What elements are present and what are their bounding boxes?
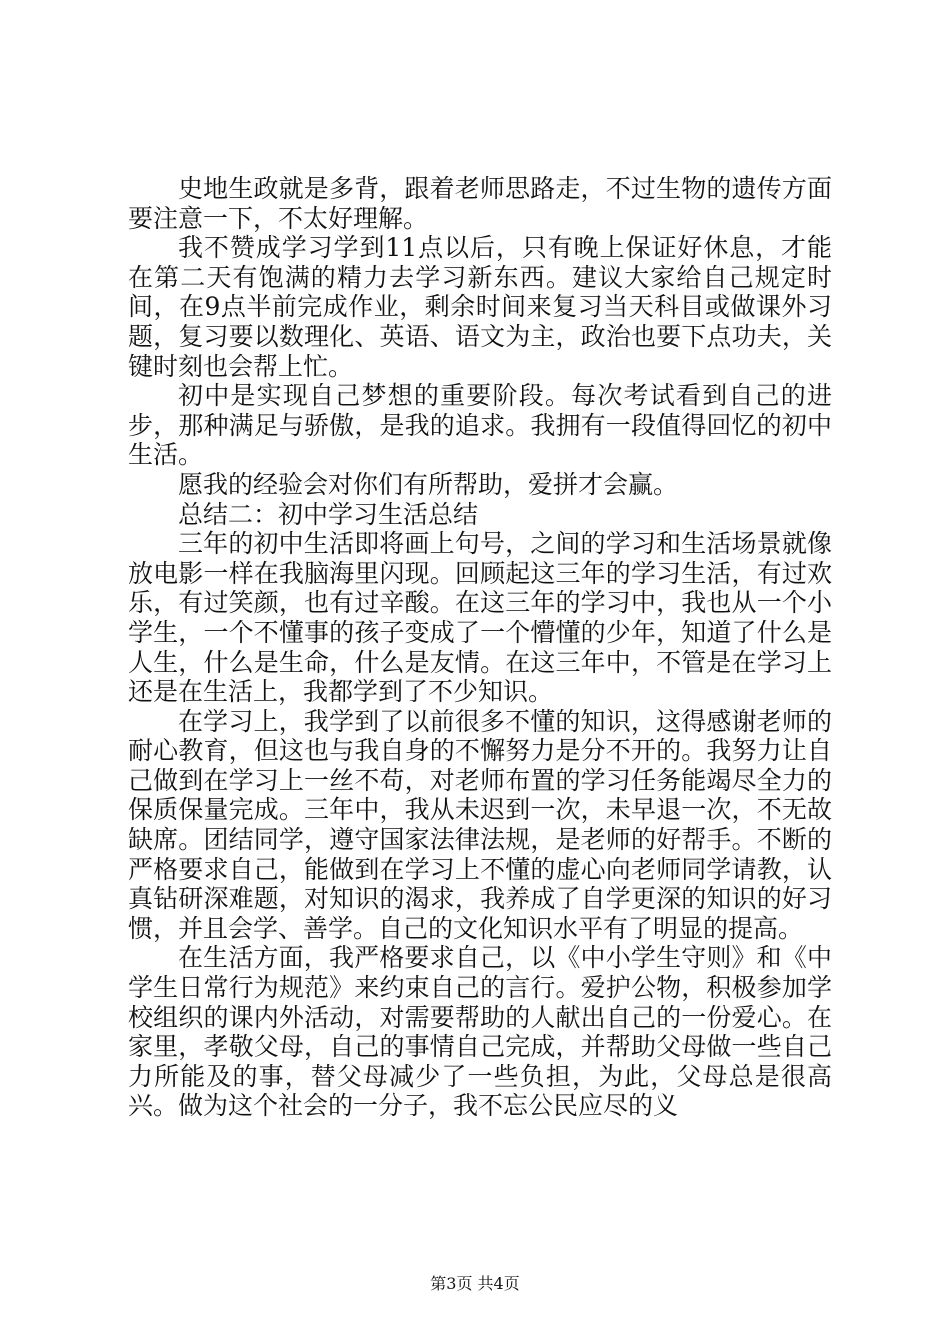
page-footer: 第3页 共4页 — [430, 1274, 520, 1293]
document-body — [128, 174, 832, 1121]
paragraph: 初中是实现自己梦想的重要阶段。每次考试看到自己的进步，那种满足与骄傲，是我的追求。我拥有一段值得回忆的初中生活。 — [128, 381, 832, 470]
section-heading: 总结二：初中学习生活总结 — [178, 499, 479, 529]
paragraph: 三年的初中生活即将画上句号，之间的学习和生活场景就像放电影一样在我脑海里闪现。回顾起这三年的学习生活，有过欢乐，有过笑颜，也有过辛酸。在这三年的学习中，我也从一个小学生，一个不懂事的孩子变成了一个懵懂的少年，知道了什么是人生，什么是生命，什么是友情。在这三年中，不管是在学习上还是在生活上，我都学到了不少知识。 — [128, 529, 832, 707]
paragraph: 我不赞成学习学到11点以后，只有晚上保证好休息，才能在第二天有饱满的精力去学习新东西。建议大家给自己规定时间，在9点半前完成作业，剩余时间来复习当天科目或做课外习题，复习要以数理化、英语、语文为主，政治也要下点功夫，关键时刻也会帮上忙。 — [128, 233, 832, 381]
paragraph: 史地生政就是多背，跟着老师思路走，不过生物的遗传方面要注意一下，不太好理解。 — [128, 174, 832, 233]
paragraph: 在生活方面，我严格要求自己，以《中小学生守则》和《中学生日常行为规范》来约束自己的言行。爱护公物，积极参加学校组织的课内外活动，对需要帮助的人献出自己的一份爱心。在家里，孝敬父母，自己的事情自己完成，并帮助父母做一些自己力所能及的事，替父母减少了一些负担，为此，父母总是很高兴。做为这个社会的一分子，我不忘公民应尽的义 — [128, 943, 832, 1121]
paragraph: 在学习上，我学到了以前很多不懂的知识，这得感谢老师的耐心教育，但这也与我自身的不懈努力是分不开的。我努力让自己做到在学习上一丝不苟，对老师布置的学习任务能竭尽全力的保质保量完成。三年中，我从未迟到一次，未早退一次，不无故缺席。团结同学，遵守国家法律法规，是老师的好帮手。不断的严格要求自己，能做到在学习上不懂的虚心向老师同学请教，认真钻研深难题，对知识的渴求，我养成了自学更深的知识的好习惯，并且会学、善学。自己的文化知识水平有了明显的提高。 — [128, 706, 832, 943]
paragraph: 愿我的经验会对你们有所帮助，爱拼才会赢。 — [178, 469, 679, 499]
